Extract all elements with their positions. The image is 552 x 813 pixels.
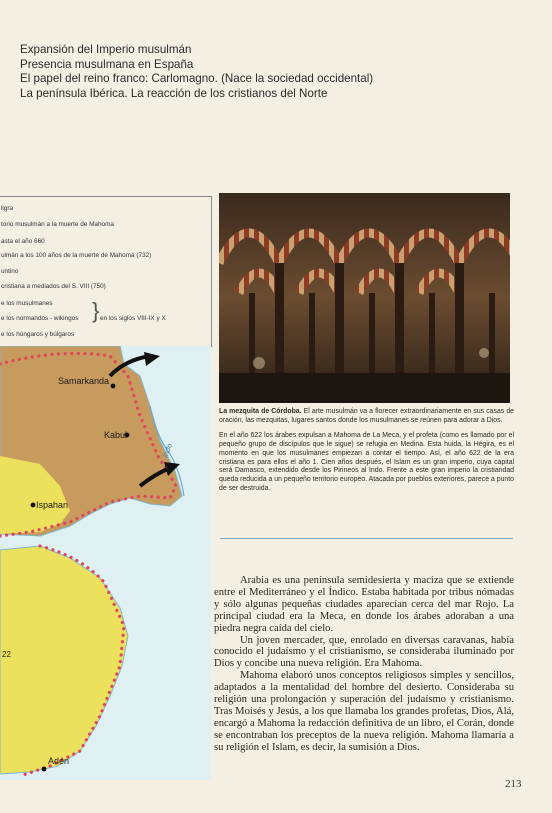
body-paragraph: Mahoma elaboró unos conceptos religiosos simples y sencillos, adaptados a la mentalidad del hombre del desierto. Consideraba su religión una prolongación y superación del judaísmo y cristianismo. Tras Moisés y Jesús, a los que llamaba los grandes profetas, Dios, Alá, encargó a Mahoma la redacción definitiva de un libro, el Corán, donde se encontraban los preceptos de la nueva religión. Mahoma llamaría a su religión el Islam, es decir, la sumisión a Dios.: [214, 670, 514, 753]
caption-text: El arte musulmán va a florecer extraordinariamente en sus casas de oración, las mezquitas, lugares santos donde los musulmanes se reúnen para adorar a Dios.: [219, 408, 514, 424]
body-paragraph: Un joven mercader, que, enrolado en diversas caravanas, había conocido el judaísmo y el cristianismo, se consideraba iluminado por Dios y concibe una nueva religión. Era Mahoma.: [214, 634, 514, 670]
label-indo: Indo: [160, 442, 175, 459]
legend-item: e los normandos - wikingos: [1, 315, 79, 322]
city-dot-samarkanda: [111, 384, 116, 389]
legend-brace-icon: }: [92, 298, 100, 323]
legend-item: e los húngaros y búlgaros: [1, 331, 75, 338]
city-dot-ispahan: [31, 503, 36, 508]
mosque-photo: [219, 193, 510, 403]
header-line: Expansión del Imperio musulmán: [20, 43, 192, 56]
legend-item: cristiana a mediados del S. VIII (750): [1, 283, 106, 290]
photo-caption: [219, 408, 514, 500]
page-number: 213: [505, 778, 522, 790]
label-edge-number: 22: [2, 650, 11, 659]
label-samarkanda: Samarkanda: [58, 376, 110, 386]
legend-item: ligra: [1, 205, 14, 212]
label-kabul: Kabul: [104, 430, 128, 440]
map-graphic: [0, 346, 211, 780]
header-line: Presencia musulmana en España: [20, 57, 194, 71]
page-header: [20, 43, 540, 101]
mosque-arches-image: [219, 193, 510, 403]
empire-map: [0, 346, 211, 780]
caption-title: La mezquita de Córdoba.: [219, 408, 302, 415]
legend-brace-label: en los siglos VIII-IX y X: [100, 315, 166, 322]
legend-item: untino: [1, 268, 19, 275]
legend-item: asta el año 660: [1, 238, 45, 245]
body-paragraph: Arabia es una península semidesierta y maciza que se extiende entre el Mediterráneo y el Índico. Estaba habitada por tribus nómadas y sólo algunas pequeñas ciudades aparecían cerca del mar Rojo. La principal ciudad era la Meca, en donde los árabes adoraban a una piedra negra caída del cielo.: [214, 575, 514, 634]
city-dot-aden: [42, 767, 47, 772]
header-line: La península Ibérica. La reacción de los cristianos del Norte: [20, 86, 328, 100]
label-aden: Adén: [48, 756, 70, 766]
header-line: El papel del reino franco: Carlomagno. (Nace la sociedad occidental): [20, 72, 374, 85]
caption-history-paragraph: En el año 622 los árabes expulsan a Mahoma de La Meca, y el profeta (como es llamado por el pequeño grupo de discípulos que le sigue) se refugia en Medina. Esta huida, la Hégira, es el momento en que los musulmanes empiezan a contar el tiempo. Así, el año 622 de la era cristiana es para ellos el año 1. Cien años después, el Islam es un gran imperio, cuya capital será Damasco, extendido desde los Pirineos al Indo. Frente a este gran imperio la cristiandad queda reducida a un pequeño territorio europeo. Atacada por pueblos exteriores, parece a punto de ser destruida.: [219, 431, 514, 493]
legend-item: e los musulmanes: [1, 300, 53, 307]
section-divider: [220, 538, 513, 539]
main-text: [214, 575, 514, 754]
map-legend: [0, 196, 212, 347]
caption-paragraph: [219, 408, 514, 426]
legend-item: torio musulmán a la muerte de Mahoma: [1, 221, 114, 228]
legend-item: ulmán a los 100 años de la muerte de Mahoma (732): [1, 252, 152, 259]
label-ispahan: Ispahan: [36, 500, 69, 510]
